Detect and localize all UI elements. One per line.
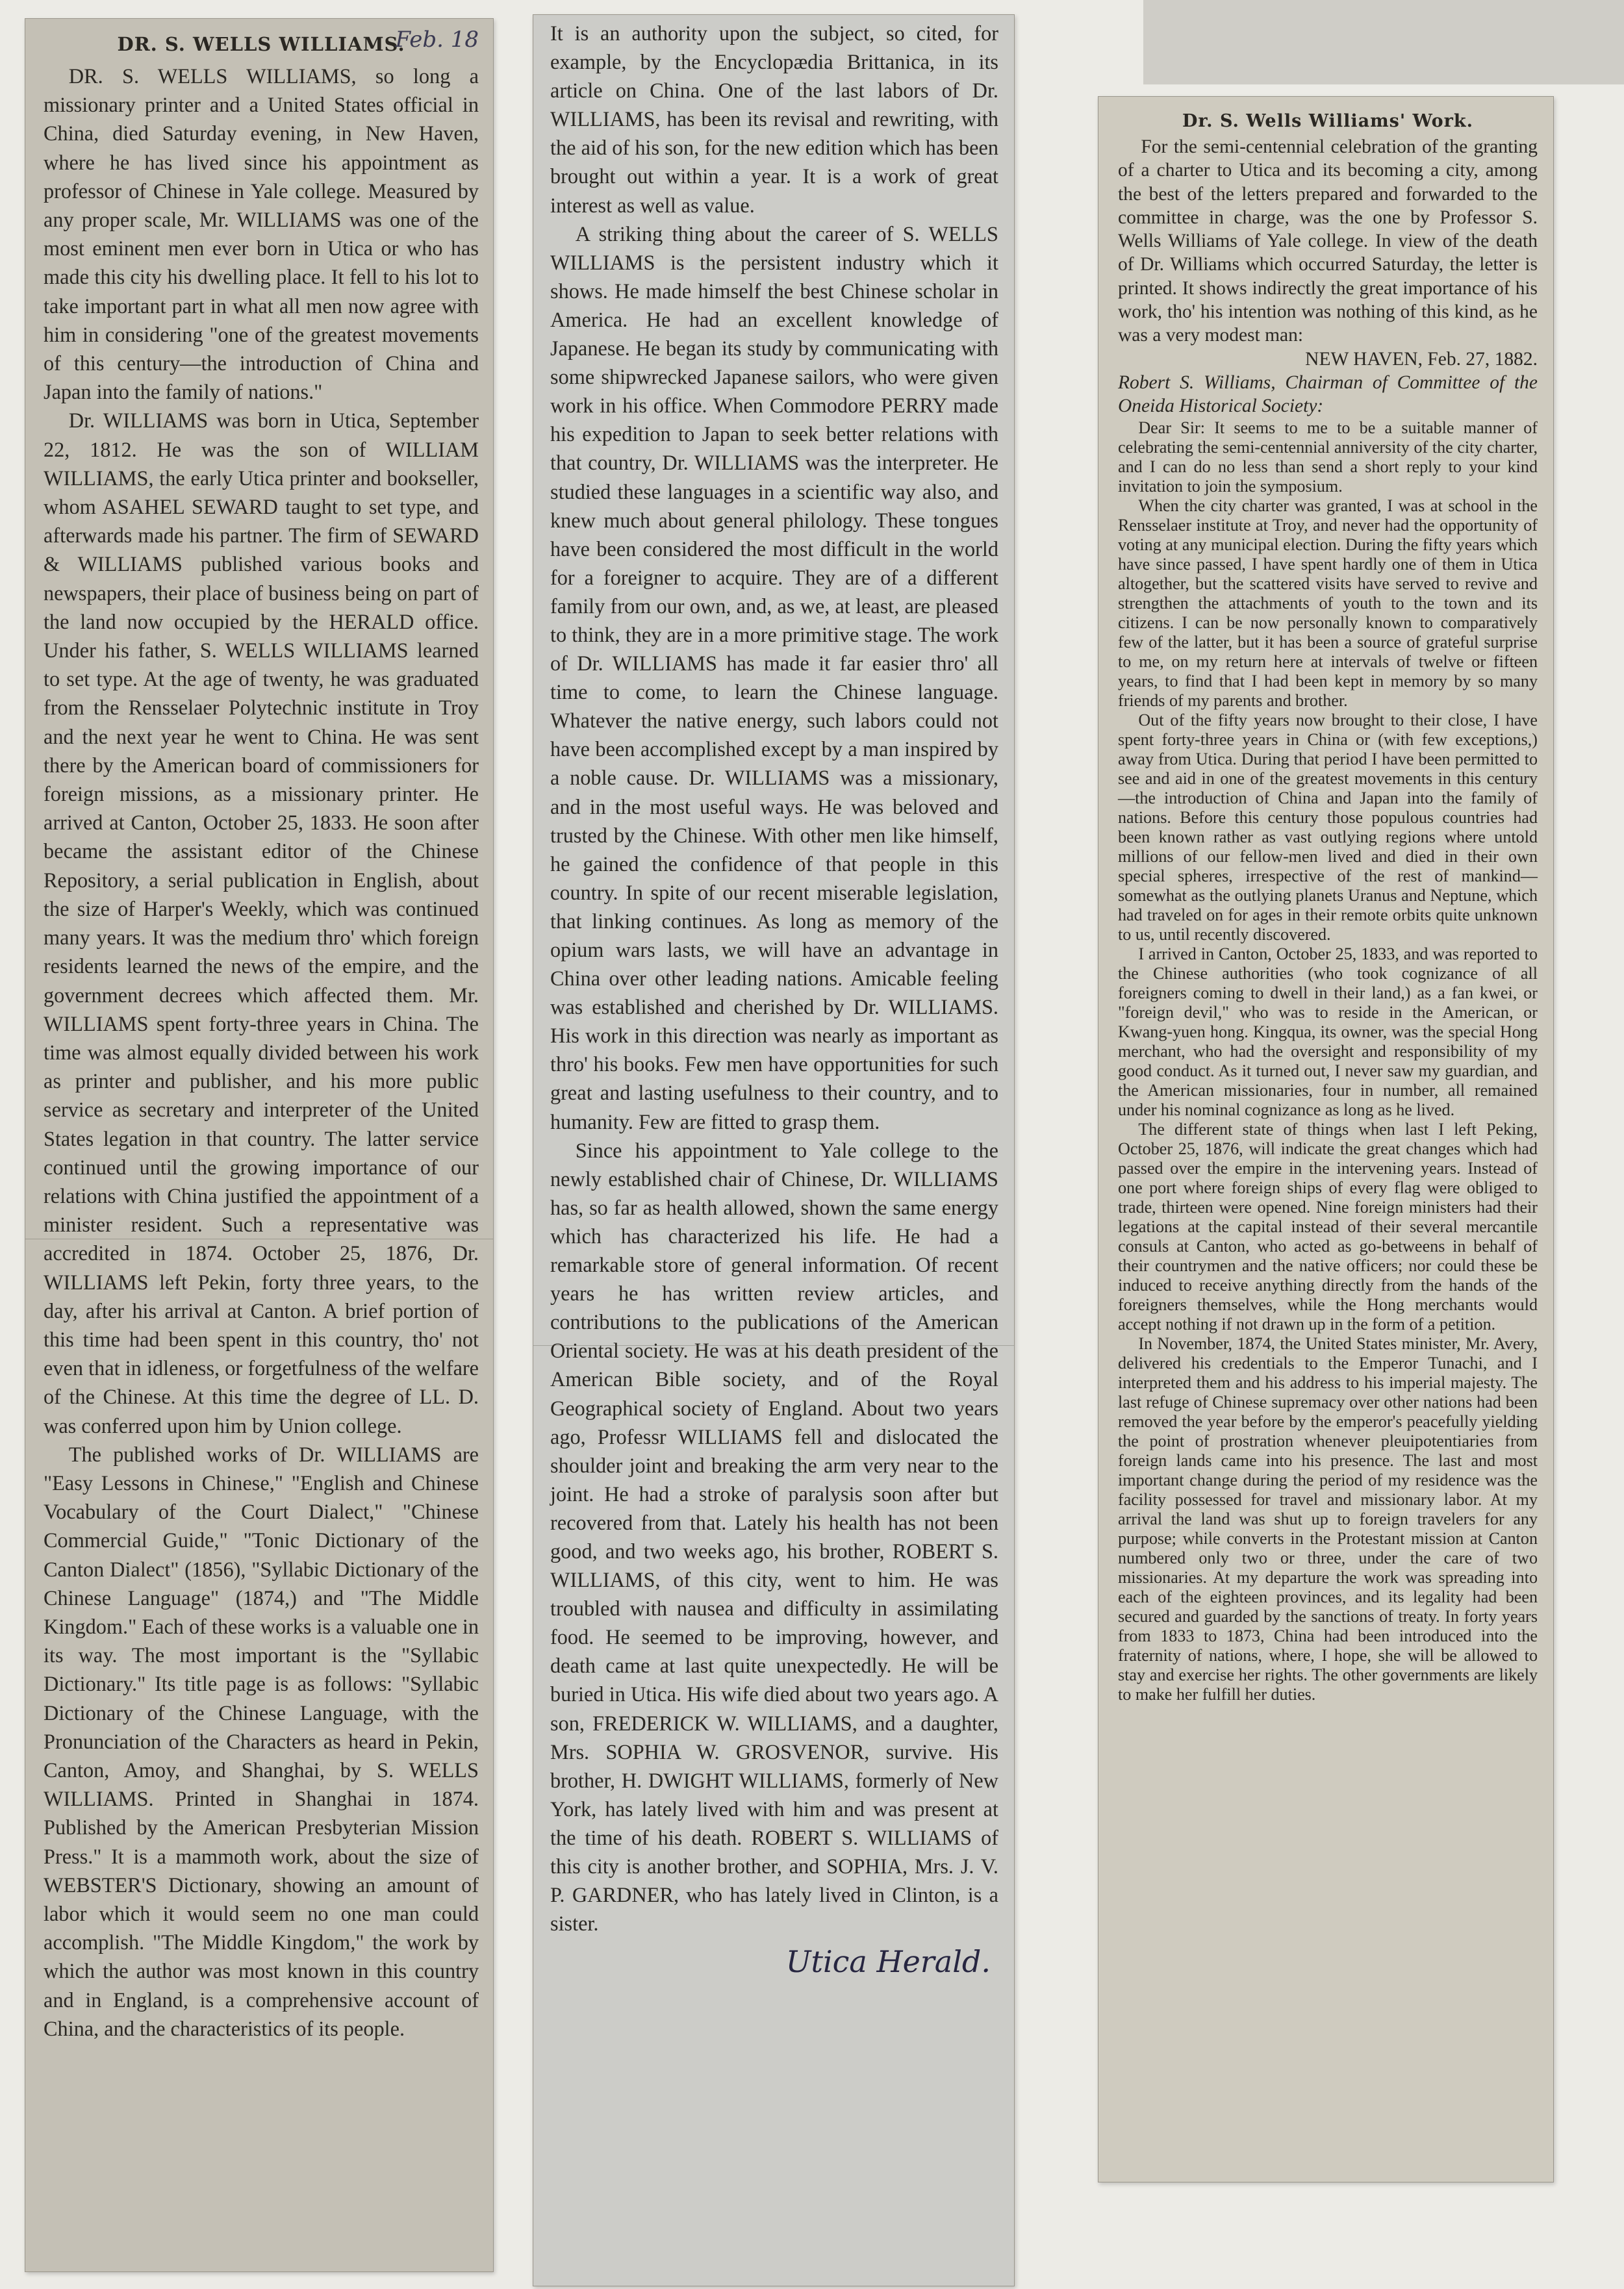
letter-paragraph: In November, 1874, the United States minister, Mr. Avery, delivered his credentials to the Emperor Tunachi, and I interpreted them and his address to his imperial majesty. The last refuge of Chinese supremacy over other nations had been removed the year before by the emperor's peacefully yielding the point of prostration whenever pleuipotentiaries from foreign lands came into his presence. The last and most important change during the period of my residence was the facility possessed for travel and missionary labor. At my arrival the land was shut up to foreign travelers for any purpose; while converts in the Protestant mission at Canton numbered only two or three, under the care of two missionaries. At my departure the work was spreading into each of the eighteen provinces, and its legality had been secured and guarded by the sanctions of treaty. In forty years from 1833 to 1873, China had been introduced into the fraternity of nations, where, I hope, she will be allowed to stay and exercise her rights. The other governments are likely to make her fulfill her duties. bbox=[1118, 1334, 1538, 1704]
headline: Dr. S. Wells Williams' Work. bbox=[1182, 111, 1473, 131]
addressee: Robert S. Williams, Chairman of Committee of the Oneida Historical Society: bbox=[1118, 372, 1538, 417]
pencil-date-note: Feb. 18 bbox=[395, 27, 479, 53]
paragraph: Dr. WILLIAMS was born in Utica, September 22, 1812. He was the son of WILLIAM WILLIAMS, the early Utica printer and bookseller, whom ASAHEL SEWARD taught to set type, and afterwards made his partner. The firm of SEWARD & WILLIAMS published various books and newspapers, their place of business being on part of the land now occupied by the HERALD office. Under his father, S. WELLS WILLIAMS learned to set type. At the age of twenty, he was graduated from the Rensselaer Polytechnic institute in Troy and the next year he went to China. He was sent there by the American board of commissioners for foreign missions, as a missionary printer. He arrived at Canton, October 25, 1833. He soon after became the assistant editor of the Chinese Repository, a serial publication in English, about the size of Harper's Weekly, which was continued many years. It was the medium thro' which foreign residents learned the news of the empire, and the government decrees which affected them. Mr. WILLIAMS spent forty-three years in China. The time was almost equally divided between his work as printer and publisher, and his more public service as secretary and interpreter of the United States legation in that country. The latter service continued until the growing importance of our relations with China justified the appointment of a minister resident. Such a representative was accredited in 1874. October 25, 1876, Dr. WILLIAMS left Pekin, forty three years, to the day, after his arrival at Canton. A brief portion of this time had been spent in this country, tho' not even that in idleness, or forgetfulness of the welfare of the Chinese. At this time the degree of LL. D. was conferred upon him by Union college. bbox=[44, 409, 479, 1437]
paragraph: Since his appointment to Yale college to the newly established chair of Chinese, Dr. WILLIAMS has, so far as health allowed, shown the same energy which has characterized his life. He had a remarkable store of general information. Of recent years he has written review articles, and contributions to the publications of the American Oriental society. He was at his death president of the American Bible society, and of the Royal Geographical society of England. About two years ago, Professr WILLIAMS fell and dislocated the shoulder joint and breaking the arm very near to the joint. He had a stroke of paralysis soon after but recovered from that. Lately his health has not been good, and two weeks ago, his brother, ROBERT S. WILLIAMS, of this city, went to him. He was troubled with nausea and difficulty in assimilating food. He seemed to be improving, however, and death came at last quite unexpectedly. He will be buried in Utica. His wife died about two years ago. A son, FREDERICK W. WILLIAMS, and a daughter, Mrs. SOPHIA W. GROSVENOR, survive. His brother, H. DWIGHT WILLIAMS, formerly of New York, has lately lived with him and was present at the time of his death. ROBERT S. WILLIAMS of this city is another brother, and SOPHIA, Mrs. J. V. P. GARDNER, who has lately lived in Clinton, is a sister. bbox=[550, 1138, 998, 1936]
paragraph: The published works of Dr. WILLIAMS are "Easy Lessons in Chinese," "English and Chinese Vocabulary of the Court Dialect," "Chinese Commercial Guide," "Tonic Dictionary of the Canton Dialect" (1856), "Syllabic Dictionary of the Chinese Language" (1874,) and "The Middle Kingdom." Each of these works is a valuable one in its way. The most important is the "Syllabic Dictionary." Its title page is as follows: "Syllabic Dictionary of the Chinese Language, with the Pronunciation of the Characters as heard in Pekin, Canton, Amoy, and Shanghai, by S. WELLS WILLIAMS. Printed in Shanghai in 1874. Published by the American Presbyterian Mission Press." It is a mammoth work, about the size of WEBSTER'S Dictionary, showing an amount of labor which it would seem no one man could accomplish. "The Middle Kingdom," the work by which the author was most known in this country and in England, is a comprehensive account of China, and the characteristics of its people. bbox=[44, 1442, 479, 2040]
dateline: NEW HAVEN, Feb. 27, 1882. bbox=[1305, 348, 1538, 370]
fold-line bbox=[533, 1345, 1014, 1346]
letter-paragraph: The different state of things when last I left Peking, October 25, 1876, will indicate the great changes which had passed over the empire in the intervening years. Instead of one port where foreign ships of every flag were obliged to trade, thirteen were opened. Nine foreign ministers had their legations at the capital instead of their several mercantile consuls at Canton, who acted as go-betweens in behalf of their countrymen and the native officers; nor could these be induced to receive anything directly from the hands of the foreigners themselves, while the Hong merchants would accept nothing if not drawn up in the form of a petition. bbox=[1118, 1119, 1538, 1334]
clipping-obituary-part-2 bbox=[533, 14, 1015, 2286]
paragraph: A striking thing about the career of S. WELLS WILLIAMS is the persistent industry which it shows. He made himself the best Chinese scholar in America. He had an excellent knowledge of Japanese. He began its study by communicating with some shipwrecked Japanese sailors, who were given work in his office. When Commodore PERRY made his expedition to Japan to seek better relations with that country, Dr. WILLIAMS was the interpreter. He studied these languages in a scientific way also, and knew much about general philology. These tongues have been considered the most difficult in the world for a foreigner to acquire. They are of a different family from our own, and, as we, at least, are pleased to think, they are in a more primitive stage. The work of Dr. WILLIAMS has made it far easier thro' all time to come, to learn the Chinese language. Whatever the native energy, such labors could not have been accomplished except by a man inspired by a noble cause. Dr. WILLIAMS was a missionary, and in the most useful ways. He was beloved and trusted by the Chinese. With other men like himself, he gained the confidence of that people in this country. In spite of our recent miserable legislation, that linking continues. As long as memory of the opium wars lasts, we will have an advantage in China over other leading nations. Amicable feeling was established and cherished by Dr. WILLIAMS. His work in this direction was nearly as important as thro' his books. Few men have opportunities for such great and lasting usefulness to their country, and to humanity. Few are fitted to grasp them. bbox=[550, 221, 999, 1133]
handwritten-source: Utica Herald. bbox=[785, 1944, 991, 1980]
clipping-williams-letter bbox=[1098, 96, 1554, 2182]
paragraph: It is an authority upon the subject, so cited, for example, by the Encyclopædia Brittanica, in its article on China. One of the last labors of Dr. WILLIAMS, has been its revisal and rewriting, with the aid of his son, for the new edition which has been brought out within a year. It is a work of great interest as well as value. bbox=[550, 21, 998, 217]
paragraph: DR. S. WELLS WILLIAMS, so long a missionary printer and a United States official in China, died Saturday evening, in New Haven, where he has lived since his appointment as professor of Chinese in Yale college. Measured by any proper scale, Mr. WILLIAMS was one of the most eminent men ever born in Utica or who has made this city his dwelling place. It fell to his lot to take important part in what all men now agree with him in considering "one of the greatest movements of this century—the introduction of China and Japan into the family of nations." bbox=[44, 64, 479, 404]
intro-paragraph: For the semi-centennial celebration of the granting of a charter to Utica and its becoming a city, among the best of the letters prepared and forwarded to the committee in charge, was the one by Professor S. Wells Williams of Yale college. In view of the death of Dr. Williams which occurred Saturday, the letter is printed. It shows indirectly the great importance of his work, tho' his intention was nothing of this kind, as he was a very modest man: bbox=[1118, 136, 1538, 346]
headline-wrap bbox=[44, 27, 479, 55]
letter-paragraph: I arrived in Canton, October 25, 1833, and was reported to the Chinese authorities (who took cognizance of all foreigners coming to dwell in their land,) as a fan kwei, or "foreign devil," who was to reside in the American, or Kwang-yuen hong. Kingqua, its owner, was the special Hong merchant, who had the oversight and responsibility of my good conduct. As it turned out, I never saw my guardian, and the American missionaries, four in number, all remained under his nominal cognizance as long as he lived. bbox=[1118, 944, 1538, 1119]
headline: DR. S. WELLS WILLIAMS. bbox=[117, 33, 405, 55]
letter-paragraph: Out of the fifty years now brought to their close, I have spent forty-three years in China or (with few exceptions,) away from Utica. During that period I have been permitted to see and aid in one of the greatest movements in this century—the introduction of China and Japan into the family of nations. Before this century those populous countries had been known rather as vast outlying regions where untold millions of our fellow-men lived and died in their own special spheres, irrespective of the rest of mankind—somewhat as the outlying planets Uranus and Neptune, which had traveled on for ages in their remote orbits quite unknown to us, until recently discovered. bbox=[1118, 710, 1538, 944]
letter-paragraph: When the city charter was granted, I was at school in the Rensselaer institute at Troy, and never had the opportunity of voting at any municipal election. During the fifty years which have since passed, I have spent hardly one of them in Utica altogether, but the scattered visits have served to revive and strengthen the attachments of youth to the town and its citizens. I can be now personally known to comparatively few of the latter, but it has been a source of grateful surprise to me, on my return here at intervals of twelve or fifteen years, to find that I had been kept in memory by so many friends of my parents and brother. bbox=[1118, 496, 1538, 710]
clipping-obituary-part-1 bbox=[25, 18, 494, 2272]
letter-paragraph: Dear Sir: It seems to me to be a suitable manner of celebrating the semi-centennial anniversity of the city charter, and I can do no less than send a short reply to your kind invitation to join the symposium. bbox=[1118, 418, 1538, 496]
scan-shadow bbox=[1143, 0, 1624, 84]
